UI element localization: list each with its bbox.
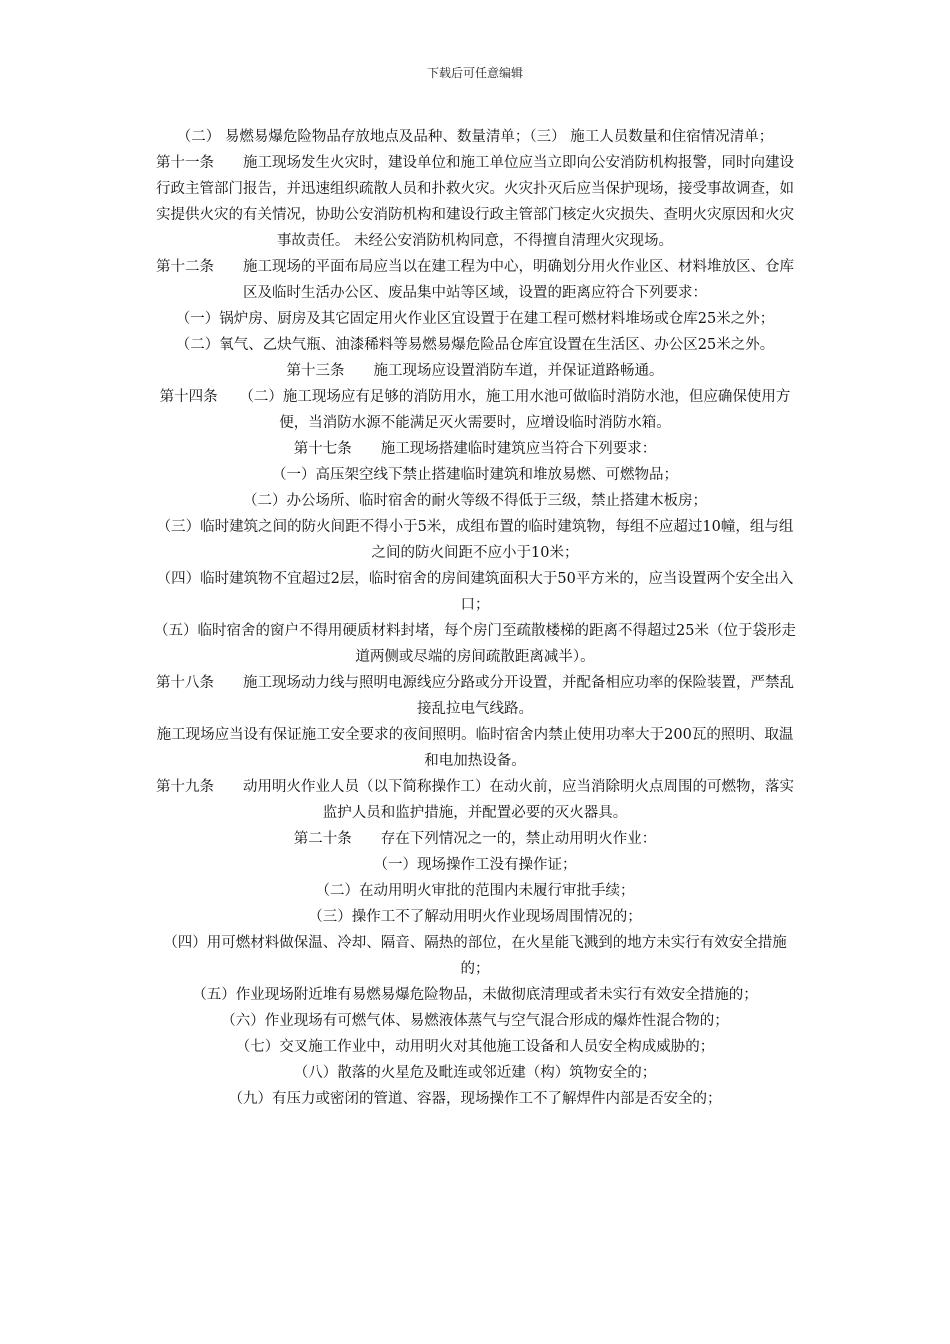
paragraph: （二）在动用明火审批的范围内未履行审批手续； bbox=[315, 883, 635, 899]
paragraph: 第二十条 存在下列情况之一的，禁止动用明火作业： bbox=[293, 831, 657, 847]
paragraph: （二） 易燃易爆危险物品存放地点及品种、数量清单；（三） 施工人员数量和住宿情况清单； bbox=[176, 129, 774, 145]
paragraph: 第十七条 施工现场搭建临时建筑应当符合下列要求： bbox=[293, 441, 657, 457]
paragraph: （四）用可燃材料做保温、冷却、隔音、隔热的部位，在火星能飞溅到的地方未实行有效安全措施的； bbox=[163, 935, 787, 977]
paragraph: （七）交叉施工作业中，动用明火对其他施工设备和人员安全构成威胁的； bbox=[235, 1039, 715, 1055]
paragraph: （二）办公场所、临时宿舍的耐火等级不得低于三级，禁止搭建木板房； bbox=[243, 493, 707, 509]
paragraph: （八）散落的火星危及毗连或邻近建（构）筑物安全的； bbox=[293, 1065, 657, 1081]
paragraph: （一）现场操作工没有操作证； bbox=[373, 857, 577, 873]
paragraph: 第十二条 施工现场的平面布局应当以在建工程为中心，明确划分用火作业区、材料堆放区、仓库区及临时生活办公区、废品集中站等区域，设置的距离应符合下列要求： bbox=[156, 259, 794, 301]
paragraph: 第十九条 动用明火作业人员（以下简称操作工）在动火前，应当消除明火点周围的可燃物，落实监护人员和监护措施，并配置必要的灭火器具。 bbox=[156, 779, 794, 821]
paragraph: （一）高压架空线下禁止搭建临时建筑和堆放易燃、可燃物品； bbox=[272, 467, 678, 483]
paragraph: 第十一条 施工现场发生火灾时，建设单位和施工单位应当立即向公安消防机构报警，同时向建设行政主管部门报告，并迅速组织疏散人员和扑救火灾。火灾扑灭后应当保护现场，接受事故调查，如实提供火灾的有关情况，协助公安消防机构和建设行政主管部门核定火灾损失、查明火灾原因和火灾事故责任。 未经公安消防机构同意，不得擅自清理火灾现场。 bbox=[156, 155, 794, 249]
paragraph: 第十四条 （二）施工现场应有足够的消防用水，施工用水池可做临时消防水池，但应确保使用方便，当消防水源不能满足灭火需要时，应增设临时消防水箱。 bbox=[159, 389, 791, 431]
paragraph: 第十八条 施工现场动力线与照明电源线应分路或分开设置，并配备相应功率的保险装置，严禁乱接乱拉电气线路。 bbox=[156, 675, 794, 717]
paragraph: （六）作业现场有可燃气体、易燃液体蒸气与空气混合形成的爆炸性混合物的； bbox=[221, 1013, 729, 1029]
paragraph: （四）临时建筑物不宜超过2层，临时宿舍的房间建筑面积大于50平方米的，应当设置两个安全出入口； bbox=[156, 571, 794, 613]
paragraph: （二）氧气、乙炔气瓶、油漆稀料等易燃易爆危险品仓库宜设置在生活区、办公区25米之外。 bbox=[175, 337, 775, 353]
paragraph: 施工现场应当设有保证施工安全要求的夜间照明。临时宿舍内禁止使用功率大于200瓦的照明、取温和电加热设备。 bbox=[156, 727, 794, 769]
paragraph: （一）锅炉房、厨房及其它固定用火作业区宜设置于在建工程可燃材料堆场或仓库25米之外； bbox=[175, 311, 775, 327]
paragraph: （九）有压力或密闭的管道、容器，现场操作工不了解焊件内部是否安全的； bbox=[228, 1091, 722, 1107]
paragraph: （五）临时宿舍的窗户不得用硬质材料封堵，每个房门至疏散楼梯的距离不得超过25米（位于袋形走道两侧或尽端的房间疏散距离减半）。 bbox=[154, 623, 796, 665]
document-body bbox=[150, 124, 800, 1112]
paragraph: 第十三条 施工现场应设置消防车道，并保证道路畅通。 bbox=[286, 363, 664, 379]
paragraph: （三）临时建筑之间的防火间距不得小于5米，成组布置的临时建筑物，每组不应超过10幢，组与组之间的防火间距不应小于10米； bbox=[156, 519, 794, 561]
page-header: 下载后可任意编辑 bbox=[426, 66, 523, 80]
paragraph: （五）作业现场附近堆有易燃易爆危险物品，未做彻底清理或者未实行有效安全措施的； bbox=[192, 987, 758, 1003]
paragraph: （三）操作工不了解动用明火作业现场周围情况的； bbox=[308, 909, 642, 925]
